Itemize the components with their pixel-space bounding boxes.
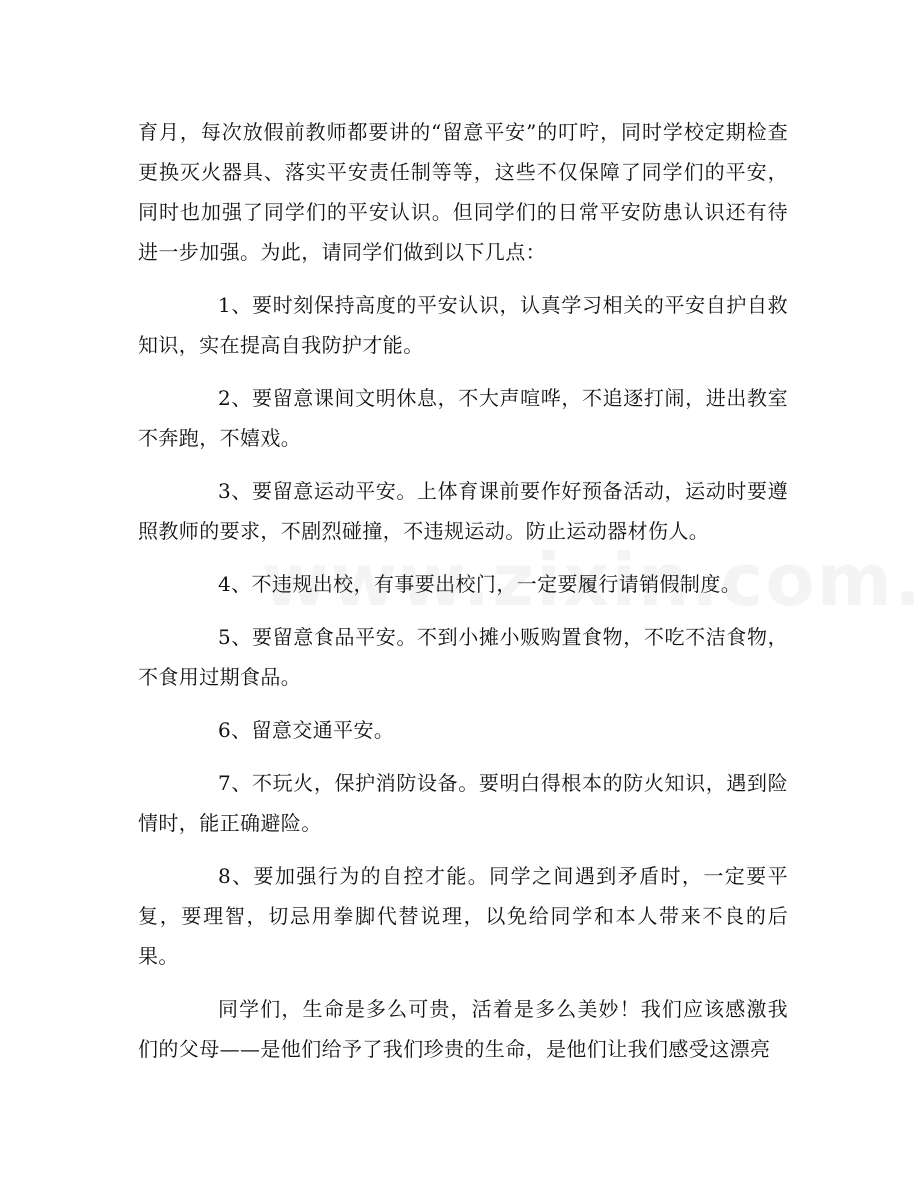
list-item-7: 7、不玩火，保护消防设备。要明白得根本的防火知识，遇到险情时，能正确避险。	[138, 771, 788, 835]
list-item-2: 2、要留意课间文明休息，不大声喧哗，不追逐打闹，进出教室不奔跑，不嬉戏。	[138, 386, 788, 450]
list-item-1: 1、要时刻保持高度的平安认识，认真学习相关的平安自护自救知识，实在提高自我防护才能。	[138, 293, 788, 357]
paragraph-closing: 同学们，生命是多么可贵，活着是多么美妙！我们应该感激我们的父母——是他们给予了我们珍贵的生命，是他们让我们感受这漂亮	[138, 997, 788, 1061]
list-item-4: 4、不违规出校，有事要出校门，一定要履行请销假制度。	[218, 572, 742, 596]
document-body	[138, 112, 788, 1069]
list-item-8: 8、要加强行为的自控才能。同学之间遇到矛盾时，一定要平复，要理智，切忌用拳脚代替说理，以免给同学和本人带来不良的后果。	[138, 864, 788, 968]
list-item-3: 3、要留意运动平安。上体育课前要作好预备活动，运动时要遵照教师的要求，不剧烈碰撞，不违规运动。防止运动器材伤人。	[138, 479, 788, 543]
list-item-6: 6、留意交通平安。	[218, 718, 395, 742]
list-item-5: 5、要留意食品平安。不到小摊小贩购置食物，不吃不洁食物，不食用过期食品。	[138, 625, 788, 689]
paragraph-intro: 育月，每次放假前教师都要讲的“留意平安”的叮咛，同时学校定期检查更换灭火器具、落实平安责任制等等，这些不仅保障了同学们的平安，同时也加强了同学们的平安认识。但同学们的日常平安防患认识还有待进一步加强。为此，请同学们做到以下几点：	[138, 120, 788, 264]
